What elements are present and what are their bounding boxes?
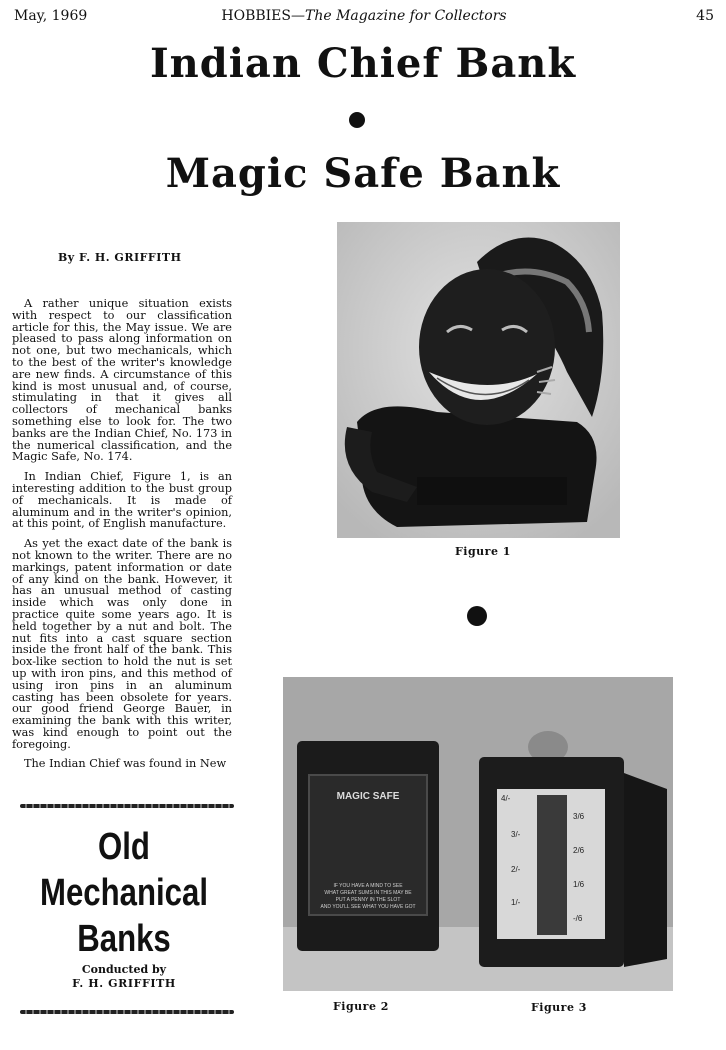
conducted-by-label: Conducted by	[81, 963, 167, 976]
safe-verse-line: PUT A PENNY IN THE SLOT	[335, 897, 401, 903]
safe-verse-line: IF YOU HAVE A MIND TO SEE	[333, 883, 403, 889]
figure-1-photo	[337, 222, 620, 538]
figure-3-caption: Figure 3	[531, 1001, 587, 1014]
department-title-line: Old	[98, 826, 150, 868]
safe-label-text: MAGIC SAFE	[336, 791, 400, 802]
magic-safe-bank-image	[283, 677, 673, 991]
department-title-line: Mechanical	[40, 872, 208, 914]
scale-mark: 2/-	[511, 865, 521, 874]
magazine-title	[14, 8, 714, 24]
department-author: F. H. GRIFFITH	[72, 977, 176, 990]
department-title-line: Banks	[77, 918, 171, 960]
byline: By F. H. GRIFFITH	[58, 251, 182, 264]
article-title-magic-safe: Magic Safe Bank	[165, 150, 561, 197]
paragraph: As yet the exact date of the bank is not known to the writer. There are no markings, patent information or date of any kind on the bank. However, it has an unusual method of casting inside which was only done in practice quite some years ago. It is held together by a nut and bolt. The nut fits into a cast square section inside the front half of the bank. This box-like section to hold the nut is set up with iron pins, and this method of using iron pins in an aluminum casting has been obsolete for years. our good friend George Bauer, in examining the bank with this writer, was kind enough to point out the foregoing.	[12, 537, 232, 751]
figure-2-caption: Figure 2	[333, 1000, 389, 1013]
safe-verse-line: AND YOU'LL SEE WHAT YOU HAVE GOT	[320, 904, 416, 910]
article-body	[12, 298, 232, 778]
magazine-tagline: —The Magazine for Collectors	[291, 8, 507, 24]
scale-mark: -/6	[573, 914, 583, 923]
figure-1-caption: Figure 1	[455, 545, 511, 558]
ornamental-rule-bottom	[20, 1010, 234, 1014]
title-separator-dot	[349, 112, 365, 128]
magazine-name: HOBBIES	[221, 8, 291, 24]
scale-mark: 1/-	[511, 898, 521, 907]
scale-mark: 3/-	[511, 830, 521, 839]
paragraph: A rather unique situation exists with respect to our classification article for this, the May issue. We are pleased to pass along information on not one, but two mechanicals, which to the best of the writer's knowledge are new finds. A circumstance of this kind is most unusual and, of course, stimulating in that it gives all collectors of mechanical banks something else to look for. The two banks are the Indian Chief, No. 173 in the numerical classification, and the Magic Safe, No. 174.	[12, 297, 232, 464]
scale-mark: 3/6	[573, 812, 585, 821]
page-number: 45	[696, 8, 714, 24]
paragraph: The Indian Chief was found in New	[24, 757, 227, 771]
indian-chief-bank-image	[337, 222, 620, 538]
article-title-indian-chief: Indian Chief Bank	[149, 40, 577, 87]
paragraph: In Indian Chief, Figure 1, is an interesting addition to the bust group of mechanicals. It is made of aluminum and in the writer's opinion, at this point, of English manufacture.	[12, 470, 232, 531]
scale-mark: 1/6	[573, 880, 585, 889]
ornamental-rule-top	[20, 804, 234, 808]
running-header	[14, 8, 714, 28]
scale-mark: 2/6	[573, 846, 585, 855]
safe-verse-line: WHAT GREAT SUMS IN THIS MAY BE	[324, 890, 412, 896]
scale-mark: 4/-	[501, 794, 511, 803]
section-separator-dot	[467, 606, 487, 626]
issue-date: May, 1969	[14, 8, 88, 24]
figure-2-3-photo	[283, 677, 673, 991]
